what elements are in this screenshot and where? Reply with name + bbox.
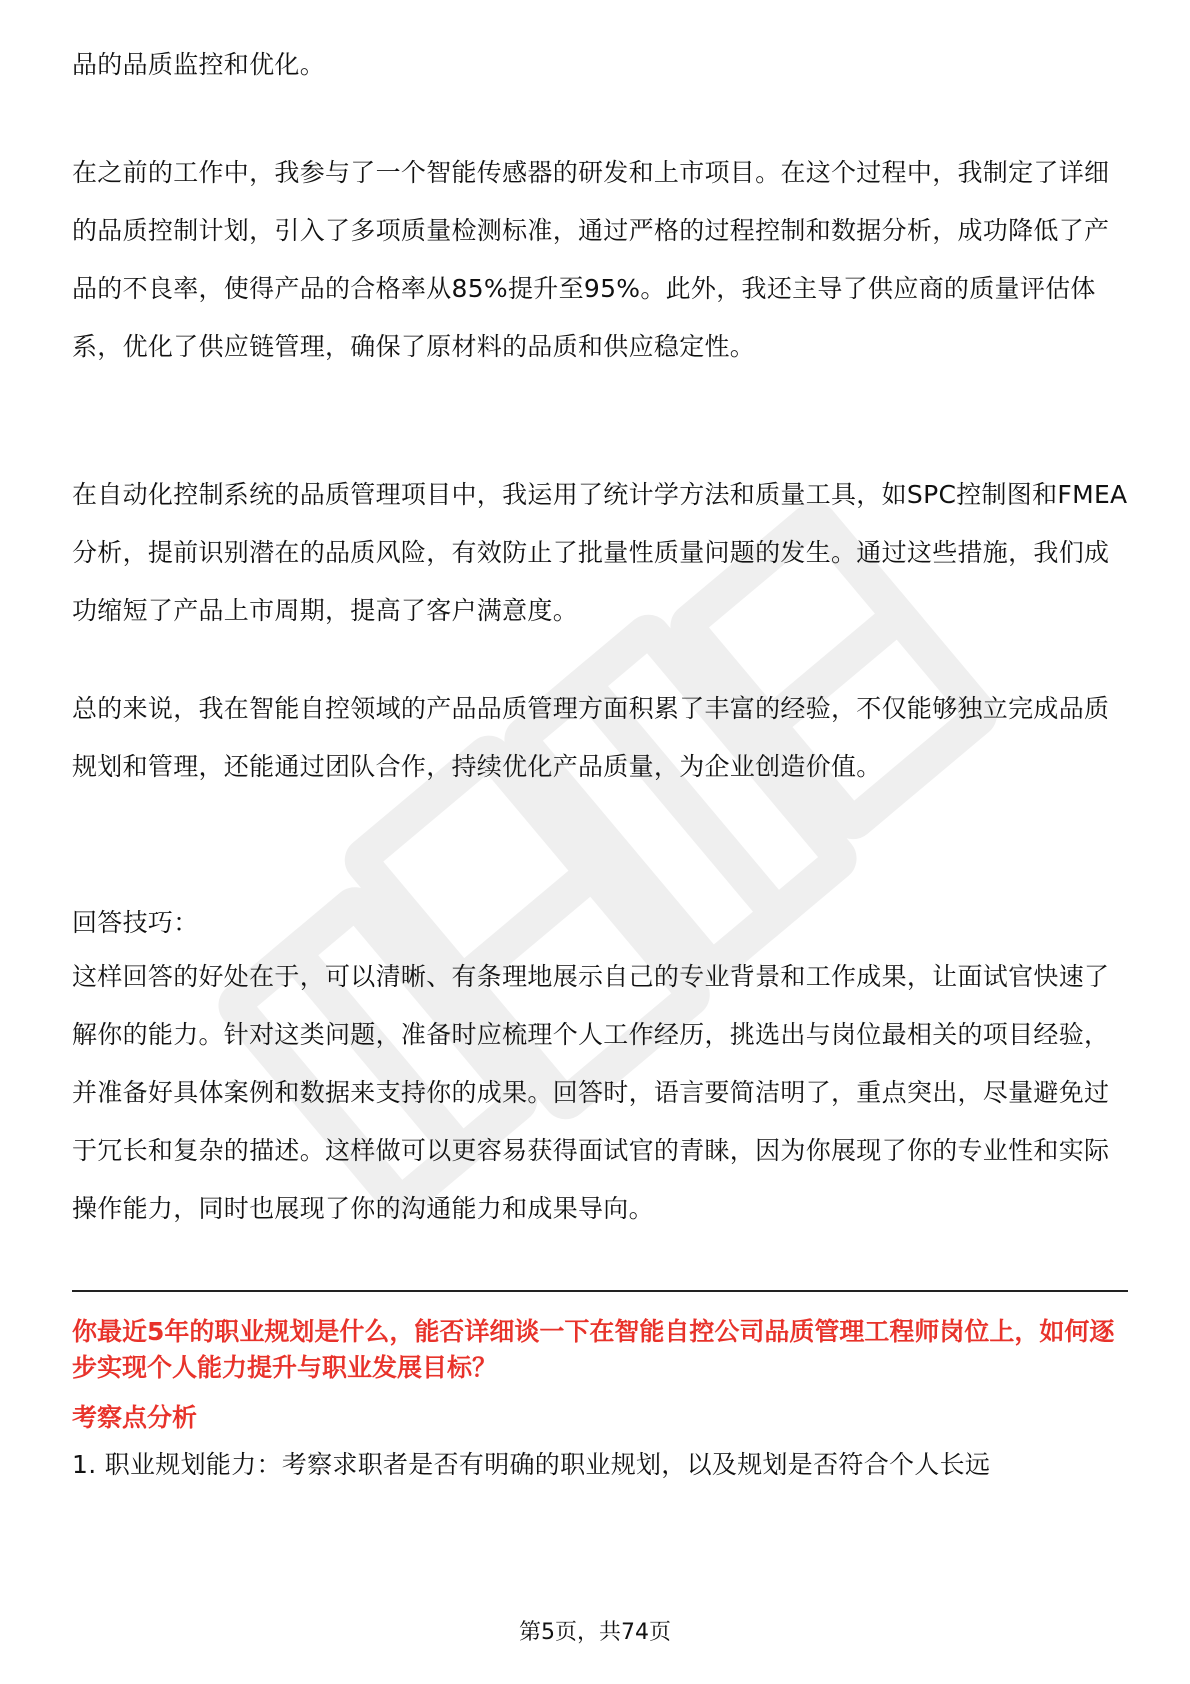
analysis-item-1: 1. 职业规划能力：考察求职者是否有明确的职业规划，以及规划是否符合个人长远: [72, 1450, 991, 1479]
analysis-title: 考察点分析: [72, 1403, 198, 1432]
paragraph-continuation: 品的品质监控和优化。: [72, 50, 326, 79]
tips-heading: 回答技巧：: [72, 908, 199, 937]
question-heading: 你最近5年的职业规划是什么，能否详细谈一下在智能自控公司品质管理工程师岗位上，如何逐步实现个人能力提升与职业发展目标？: [72, 1317, 1115, 1382]
paragraph-summary: 总的来说，我在智能自控领域的产品品质管理方面积累了丰富的经验，不仅能够独立完成品质规划和管理，还能通过团队合作，持续优化产品质量，为企业创造价值。: [72, 694, 1110, 781]
paragraph-automation-project: 在自动化控制系统的品质管理项目中，我运用了统计学方法和质量工具，如SPC控制图和FMEA分析，提前识别潜在的品质风险，有效防止了批量性质量问题的发生。通过这些措施，我们成功缩短了产品上市周期，提高了客户满意度。: [72, 480, 1128, 625]
tips-body: 这样回答的好处在于，可以清晰、有条理地展示自己的专业背景和工作成果，让面试官快速了解你的能力。针对这类问题，准备时应梳理个人工作经历，挑选出与岗位最相关的项目经验，并准备好具体案例和数据来支持你的成果。回答时，语言要简洁明了，重点突出，尽量避免过于冗长和复杂的描述。这样做可以更容易获得面试官的青睐，因为你展现了你的专业性和实际操作能力，同时也展现了你的沟通能力和成果导向。: [72, 962, 1110, 1223]
page-footer: 第5页，共74页: [519, 1620, 671, 1645]
paragraph-sensor-project: 在之前的工作中，我参与了一个智能传感器的研发和上市项目。在这个过程中，我制定了详细的品质控制计划，引入了多项质量检测标准，通过严格的过程控制和数据分析，成功降低了产品的不良率，使得产品的合格率从85%提升至95%。此外，我还主导了供应商的质量评估体系，优化了供应链管理，确保了原材料的品质和供应稳定性。: [72, 158, 1110, 361]
section-divider: [72, 1290, 1128, 1292]
